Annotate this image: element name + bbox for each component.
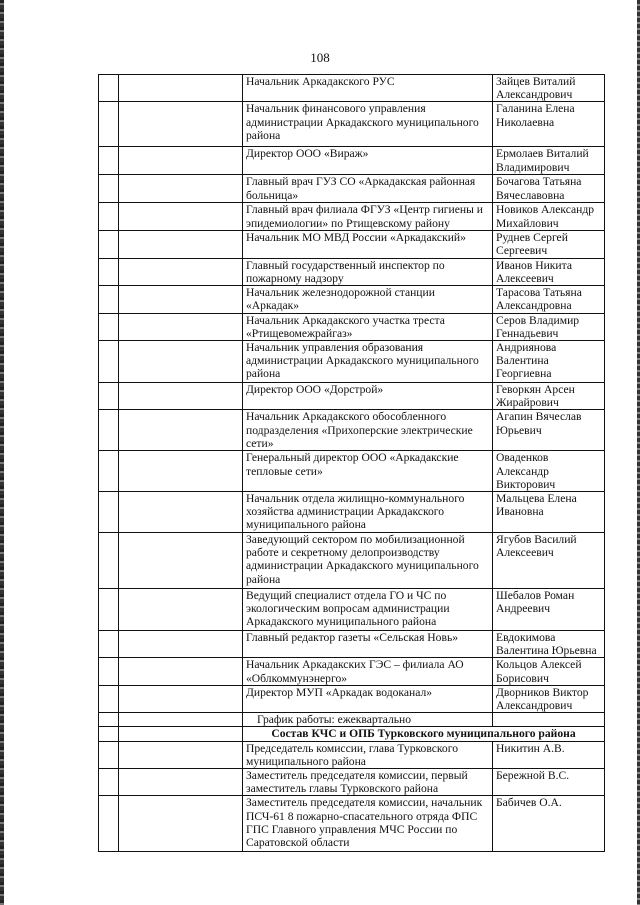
position-cell: Начальник железнодорожной станции «Аркадак» (243, 286, 493, 313)
table-row (99, 175, 605, 203)
blank-cell-b (119, 230, 243, 258)
name-cell: Руднев Сергей Сергеевич (493, 230, 605, 258)
blank-cell-a (99, 589, 119, 631)
blank-cell-a (99, 102, 119, 147)
table-row (99, 147, 605, 175)
table-row (99, 533, 605, 589)
name-cell: Бережной В.С. (493, 769, 605, 796)
name-cell: Тарасова Татьяна Александровна (493, 286, 605, 313)
position-cell: Начальник МО МВД России «Аркадакский» (243, 230, 493, 258)
name-cell: Ермолаев Виталий Владимирович (493, 147, 605, 175)
position-cell: Начальник управления образования администрации Аркадакского муниципального района (243, 341, 493, 383)
blank-cell-b (119, 102, 243, 147)
table-row (99, 258, 605, 285)
table-row (99, 727, 605, 741)
blank-cell-a (99, 313, 119, 340)
position-cell: Заместитель председателя комиссии, первый заместитель главы Турковского района (243, 769, 493, 796)
position-cell: Главный государственный инспектор по пожарному надзору (243, 258, 493, 285)
table-row (99, 796, 605, 852)
section-title-cell: Состав КЧС и ОПБ Турковского муниципального района (243, 727, 605, 741)
blank-cell-b (119, 727, 243, 741)
table-row (99, 492, 605, 533)
blank-cell-a (99, 631, 119, 658)
blank-cell-b (119, 383, 243, 410)
blank-cell-b (119, 713, 243, 727)
name-cell: Геворкян Арсен Жирайрович (493, 383, 605, 410)
blank-cell-b (119, 286, 243, 313)
commission-table (98, 74, 605, 852)
blank-cell-b (119, 410, 243, 451)
table-row (99, 410, 605, 451)
position-cell: Председатель комиссии, глава Турковского муниципального района (243, 741, 493, 768)
blank-cell-a (99, 175, 119, 203)
blank-cell-b (119, 589, 243, 631)
position-cell: Директор ООО «Вираж» (243, 147, 493, 175)
blank-cell-a (99, 796, 119, 852)
name-cell: Андриянова Валентина Георгиевна (493, 341, 605, 383)
blank-cell-b (119, 451, 243, 492)
position-cell: Главный врач ГУЗ СО «Аркадакская районная больница» (243, 175, 493, 203)
table-row (99, 341, 605, 383)
table-row (99, 631, 605, 658)
position-cell: Начальник Аркадакского участка треста «Ртищевомежрайгаз» (243, 313, 493, 340)
position-cell: Заведующий сектором по мобилизационной работе и секретному делопроизводству администрации Аркадакского муниципального района (243, 533, 493, 589)
position-cell: Начальник финансового управления администрации Аркадакского муниципального района (243, 102, 493, 147)
name-cell: Никитин А.В. (493, 741, 605, 768)
name-cell: Шебалов Роман Андреевич (493, 589, 605, 631)
blank-cell-a (99, 410, 119, 451)
name-cell: Бабичев О.А. (493, 796, 605, 852)
blank-cell-a (99, 658, 119, 685)
blank-cell-b (119, 492, 243, 533)
blank-cell-b (119, 313, 243, 340)
name-cell: Новиков Александр Михайлович (493, 203, 605, 230)
name-cell: Бочагова Татьяна Вячеславовна (493, 175, 605, 203)
position-cell: Главный врач филиала ФГУЗ «Центр гигиены и эпидемиологии» по Ртищевскому району (243, 203, 493, 230)
blank-cell-b (119, 685, 243, 712)
name-cell: Галанина Елена Николаевна (493, 102, 605, 147)
name-cell: Дворников Виктор Александрович (493, 685, 605, 712)
blank-cell-a (99, 341, 119, 383)
page-number: 108 (310, 50, 330, 65)
scan-edge-left (0, 0, 4, 905)
position-cell: Начальник отдела жилищно-коммунального хозяйства администрации Аркадакского муниципального района (243, 492, 493, 533)
table-row (99, 741, 605, 768)
blank-cell-b (119, 658, 243, 685)
blank-cell-a (99, 258, 119, 285)
blank-cell-b (119, 147, 243, 175)
name-cell: Иванов Никита Алексеевич (493, 258, 605, 285)
name-cell: Ягубов Василий Алексеевич (493, 533, 605, 589)
blank-cell-a (99, 492, 119, 533)
blank-cell-b (119, 796, 243, 852)
name-cell: Кольцов Алексей Борисович (493, 658, 605, 685)
blank-cell-b (119, 75, 243, 102)
position-cell: Начальник Аркадакских ГЭС – филиала АО «Облкоммунэнерго» (243, 658, 493, 685)
table-row (99, 685, 605, 712)
blank-cell-a (99, 230, 119, 258)
table-row (99, 589, 605, 631)
table-row (99, 313, 605, 340)
blank-cell-a (99, 286, 119, 313)
name-cell-empty (493, 713, 605, 727)
blank-cell-b (119, 769, 243, 796)
blank-cell-a (99, 451, 119, 492)
table-row (99, 769, 605, 796)
table-row (99, 203, 605, 230)
blank-cell-a (99, 203, 119, 230)
name-cell: Оваденков Александр Викторович (493, 451, 605, 492)
blank-cell-a (99, 147, 119, 175)
blank-cell-a (99, 75, 119, 102)
blank-cell-a (99, 741, 119, 768)
name-cell: Зайцев Виталий Александрович (493, 75, 605, 102)
blank-cell-b (119, 533, 243, 589)
blank-cell-b (119, 203, 243, 230)
name-cell: Евдокимова Валентина Юрьевна (493, 631, 605, 658)
table-row (99, 658, 605, 685)
position-cell: Главный редактор газеты «Сельская Новь» (243, 631, 493, 658)
schedule-cell: График работы: ежеквартально (243, 713, 493, 727)
position-cell: Заместитель председателя комиссии, начальник ПСЧ-61 8 пожарно-спасательного отряда ФПС ГПС Главного управления МЧС России по Саратовской области (243, 796, 493, 852)
table-row (99, 286, 605, 313)
position-cell: Ведущий специалист отдела ГО и ЧС по экологическим вопросам администрации Аркадакского муниципального района (243, 589, 493, 631)
blank-cell-b (119, 631, 243, 658)
blank-cell-b (119, 258, 243, 285)
name-cell: Серов Владимир Геннадьевич (493, 313, 605, 340)
table-row (99, 383, 605, 410)
name-cell: Мальцева Елена Ивановна (493, 492, 605, 533)
blank-cell-a (99, 713, 119, 727)
blank-cell-a (99, 383, 119, 410)
blank-cell-a (99, 685, 119, 712)
table-body (99, 75, 605, 852)
blank-cell-a (99, 533, 119, 589)
blank-cell-a (99, 727, 119, 741)
table-row (99, 230, 605, 258)
position-cell: Начальник Аркадакского РУС (243, 75, 493, 102)
blank-cell-b (119, 175, 243, 203)
table-row (99, 451, 605, 492)
name-cell: Агапин Вячеслав Юрьевич (493, 410, 605, 451)
blank-cell-b (119, 341, 243, 383)
blank-cell-a (99, 769, 119, 796)
position-cell: Генеральный директор ООО «Аркадакские тепловые сети» (243, 451, 493, 492)
position-cell: Начальник Аркадакского обособленного подразделения «Прихоперские электрические сети» (243, 410, 493, 451)
blank-cell-b (119, 741, 243, 768)
position-cell: Директор ООО «Дорстрой» (243, 383, 493, 410)
table-row (99, 713, 605, 727)
table-row (99, 75, 605, 102)
table-row (99, 102, 605, 147)
position-cell: Директор МУП «Аркадак водоканал» (243, 685, 493, 712)
